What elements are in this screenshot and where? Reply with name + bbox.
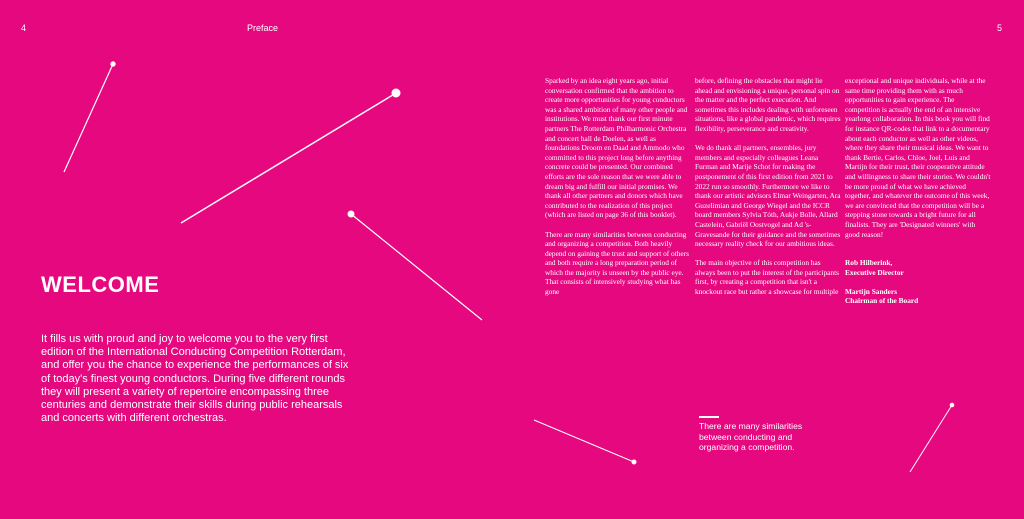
baton-icon [348, 211, 482, 320]
signature-name: Rob Hilberink, [845, 258, 893, 268]
baton-icon [910, 403, 954, 472]
page-title: WELCOME [41, 272, 160, 297]
pull-quote: There are many similarities between conducting and organizing a competition. [699, 421, 803, 453]
paragraph: before, defining the obstacles that might lie ahead and envisioning a unique, personal spin on the matter and the perfect execution. And sometimes this includes dealing with unforeseen situations, like a global pandemic, which requires flexibility, perseverance and creativity. [695, 76, 841, 133]
intro-paragraph: It fills us with proud and joy to welcome you to the very first edition of the International Conducting Competition Rotterdam, and offer you the chance to experience the performances of six of today's finest young conductors. During five different rounds they will present a variety of repertoire encompassing three centuries and demonstrate their skills during public rehearsals and concerts with different orchestras. [41, 333, 349, 425]
baton-icon [534, 420, 636, 464]
signature-name: Martijn Sanders [845, 286, 898, 296]
paragraph: exceptional and unique individuals, while at the same time providing them with as much opportunities to gain experience. The competition is actually the end of an intensive yearlong collaboration. In this book you will find for instance QR-codes that link to a documentary about each conductor as well as other videos, where they share their musical ideas. We want to thank Bertie, Carlos, Chloe, Joel, Luis and Martijn for their trust, their cooperative attitude and willingness to share their stories. We couldn't be more proud of what we have achieved together, and whatever the outcome of this week, we are convinced that the competition will be a stepping stone towards a bright future for all finalists. They are 'Designated winners' with good reason! [845, 76, 991, 239]
paragraph: We do thank all partners, ensembles, jury members and especially colleagues Leana Furman and Marije Schot for making the postponement of this first edition from 2021 to 2022 run so smoothly. Furthermore we like to thank our artistic advisors Elmar Weingarten, Ara Guzelimian and George Wiegel and the ICCR board members Sylvia Tóth, Aukje Bolle, Allard Castelein, Gabriël Oostvogel and Ad 's-Gravesande for their guidance and the sometimes necessary reality check for our ambitious ideas. [695, 143, 841, 249]
page-number-right: 5 [997, 23, 1003, 33]
signature-block [845, 287, 991, 306]
paragraph: The main objective of this competition has always been to put the interest of the participants first, by creating a competition that isn't a knockout race but rather a showcase for multiple [695, 258, 839, 297]
pull-quote-rule [699, 416, 719, 418]
running-head: Preface [247, 23, 279, 33]
text-column-2 [695, 76, 841, 306]
paragraph: Sparked by an idea eight years ago, initial conversation confirmed that the ambition to create more opportunities for young conductors was a shared ambition of many other people and institutions. We must thank our first minute partners The Rotterdam Philharmonic Orchestra and concert hall de Doelen, as well as foundations Droom en Daad and Ammodo who committed to this project long before anything concrete could be presented. Our combined efforts are the sole reason that we were able to dream big and fulfill our initial promises. We thank all other partners and donors which have contributed to the realization of this project (which are listed on page 36 of this booklet). [545, 76, 688, 220]
baton-icon [64, 62, 115, 172]
signature-role: Chairman of the Board [845, 296, 919, 306]
text-column-3 [845, 76, 991, 316]
paragraph: There are many similarities between conducting and organizing a competition. Both heavily depend on gaining the trust and support of others and both require a long preparation period of which the majority is unseen by the public eye. That consists of intensively studying what has gone [545, 229, 689, 297]
page-number-left: 4 [21, 23, 27, 33]
baton-icon [181, 89, 400, 223]
signature-role: Executive Director [845, 267, 904, 277]
text-column-1 [545, 76, 691, 306]
signature-block [845, 258, 991, 277]
